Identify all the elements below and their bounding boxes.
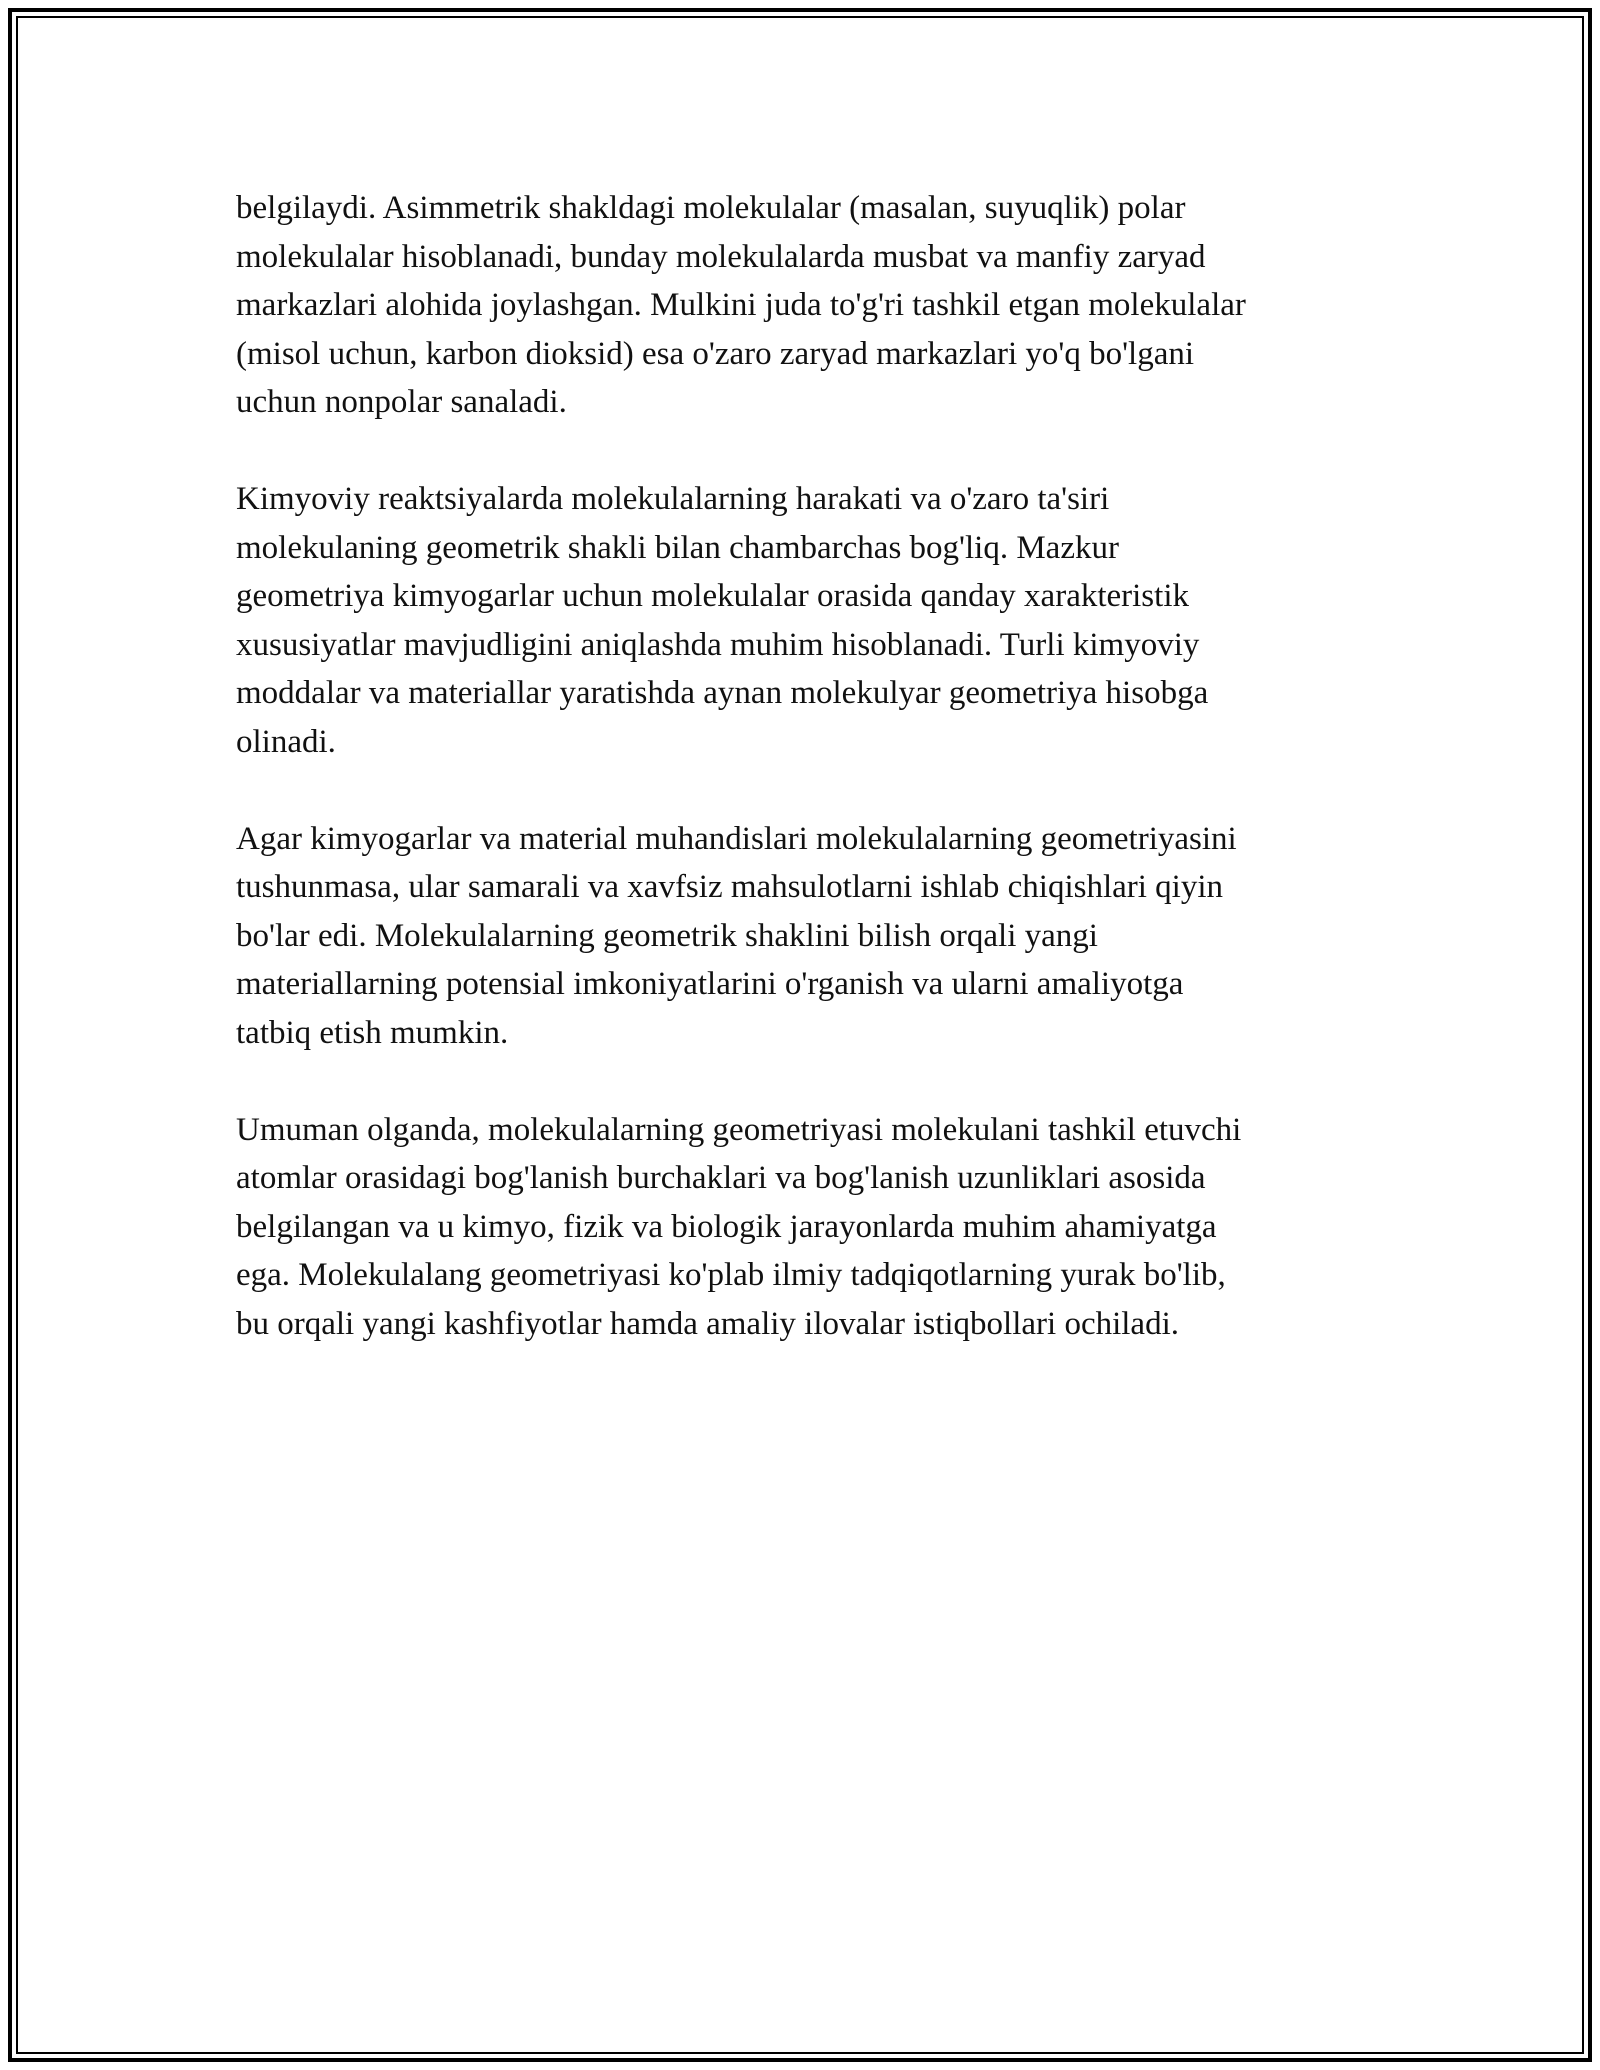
paragraph-2	[236, 475, 1366, 766]
text-line: molekulalar hisoblanadi, bunday molekulalarda musbat va manfiy zaryad	[236, 238, 1206, 275]
document-body	[236, 184, 1366, 1397]
text-line: (misol uchun, karbon dioksid) esa o'zaro zaryad markazlari yo'q bo'lgani	[236, 335, 1195, 372]
paragraph-3	[236, 815, 1366, 1058]
text-line: tatbiq etish mumkin.	[236, 1014, 509, 1051]
text-line: geometriya kimyogarlar uchun molekulalar orasida qanday xarakteristik	[236, 578, 1189, 614]
text-line: bu orqali yangi kashfiyotlar hamda amaliy ilovalar istiqbollari ochiladi.	[236, 1305, 1179, 1342]
text-line: Agar kimyogarlar va material muhandislari molekulalarning geometriyasini	[236, 820, 1237, 857]
text-line: molekulaning geometrik shakli bilan chambarchas bog'liq. Mazkur	[236, 529, 1119, 566]
text-line: xususiyatlar mavjudligini aniqlashda muhim hisoblanadi. Turli kimyoviy	[236, 626, 1200, 663]
text-line: belgilangan va u kimyo, fizik va biologik jarayonlarda muhim ahamiyatga	[236, 1208, 1217, 1245]
text-line: uchun nonpolar sanaladi.	[236, 384, 567, 420]
paragraph-1	[236, 184, 1366, 427]
text-line: Kimyoviy reaktsiyalarda molekulalarning harakati va o'zaro ta'siri	[236, 481, 1110, 517]
text-line: Umuman olganda, molekulalarning geometriyasi molekulani tashkil etuvchi	[236, 1111, 1242, 1148]
text-line: tushunmasa, ular samarali va xavfsiz mahsulotlarni ishlab chiqishlari qiyin	[236, 869, 1224, 905]
text-line: markazlari alohida joylashgan. Mulkini juda to'g'ri tashkil etgan molekulalar	[236, 287, 1246, 323]
text-line: materiallarning potensial imkoniyatlarini o'rganish va ularni amaliyotga	[236, 966, 1184, 1002]
text-line: bo'lar edi. Molekulalarning geometrik shaklini bilish orqali yangi	[236, 917, 1098, 954]
text-line: moddalar va materiallar yaratishda aynan molekulyar geometriya hisobga	[236, 675, 1209, 711]
paragraph-4	[236, 1106, 1366, 1349]
text-line: ega. Molekulalang geometriyasi ko'plab ilmiy tadqiqotlarning yurak bo'lib,	[236, 1257, 1226, 1293]
text-line: atomlar orasidagi bog'lanish burchaklari va bog'lanish uzunliklari asosida	[236, 1160, 1206, 1196]
text-line: olinadi.	[236, 723, 336, 760]
text-line: belgilaydi. Asimmetrik shakldagi molekulalar (masalan, suyuqlik) polar	[236, 190, 1186, 226]
